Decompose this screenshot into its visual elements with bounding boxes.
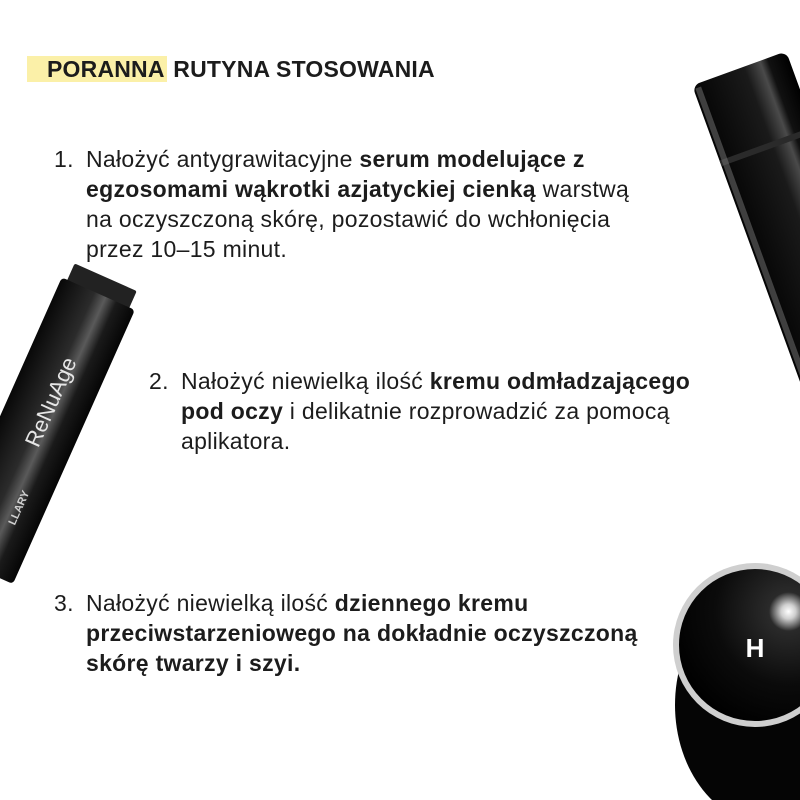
jar-logo: H (745, 633, 765, 663)
step-1 (54, 144, 646, 264)
eye-tube-brand-label: ReNuAge (19, 353, 82, 451)
title-rest: RUTYNA STOSOWANIA (173, 56, 435, 82)
page-title (27, 52, 435, 86)
step-1-text-b: warstwą na oczyszczoną skórę, pozostawić do wchłonięcia przez 10–15 minut. (86, 176, 630, 262)
step-3-bold: dziennego kremu przeciwstarzeniowego na dokładnie oczyszczoną skórę twarzy i szyi. (86, 590, 638, 676)
step-2-text-b: i delikatnie rozprowadzić za pomocą aplikatora. (181, 398, 670, 454)
step-2-number: 2. (149, 368, 169, 394)
eye-tube-small-label: LLARY (6, 488, 33, 527)
cream-jar-image (650, 555, 800, 800)
step-3 (54, 588, 656, 678)
step-2-bold: kremu odmładzającego pod oczy (181, 368, 691, 424)
step-1-number: 1. (54, 146, 74, 172)
step-2 (149, 366, 721, 456)
step-1-bold: serum modelujące z egzosomami wąkrotki azjatyckiej cienką (86, 146, 585, 202)
step-1-text-a: Nałożyć antygrawitacyjne (86, 146, 360, 172)
step-2-text-a: Nałożyć niewielką ilość (181, 368, 430, 394)
title-highlight: PORANNA (27, 56, 167, 82)
step-3-number: 3. (54, 590, 74, 616)
step-3-text-a: Nałożyć niewielką ilość (86, 590, 335, 616)
eye-cream-tube-image (0, 270, 140, 550)
